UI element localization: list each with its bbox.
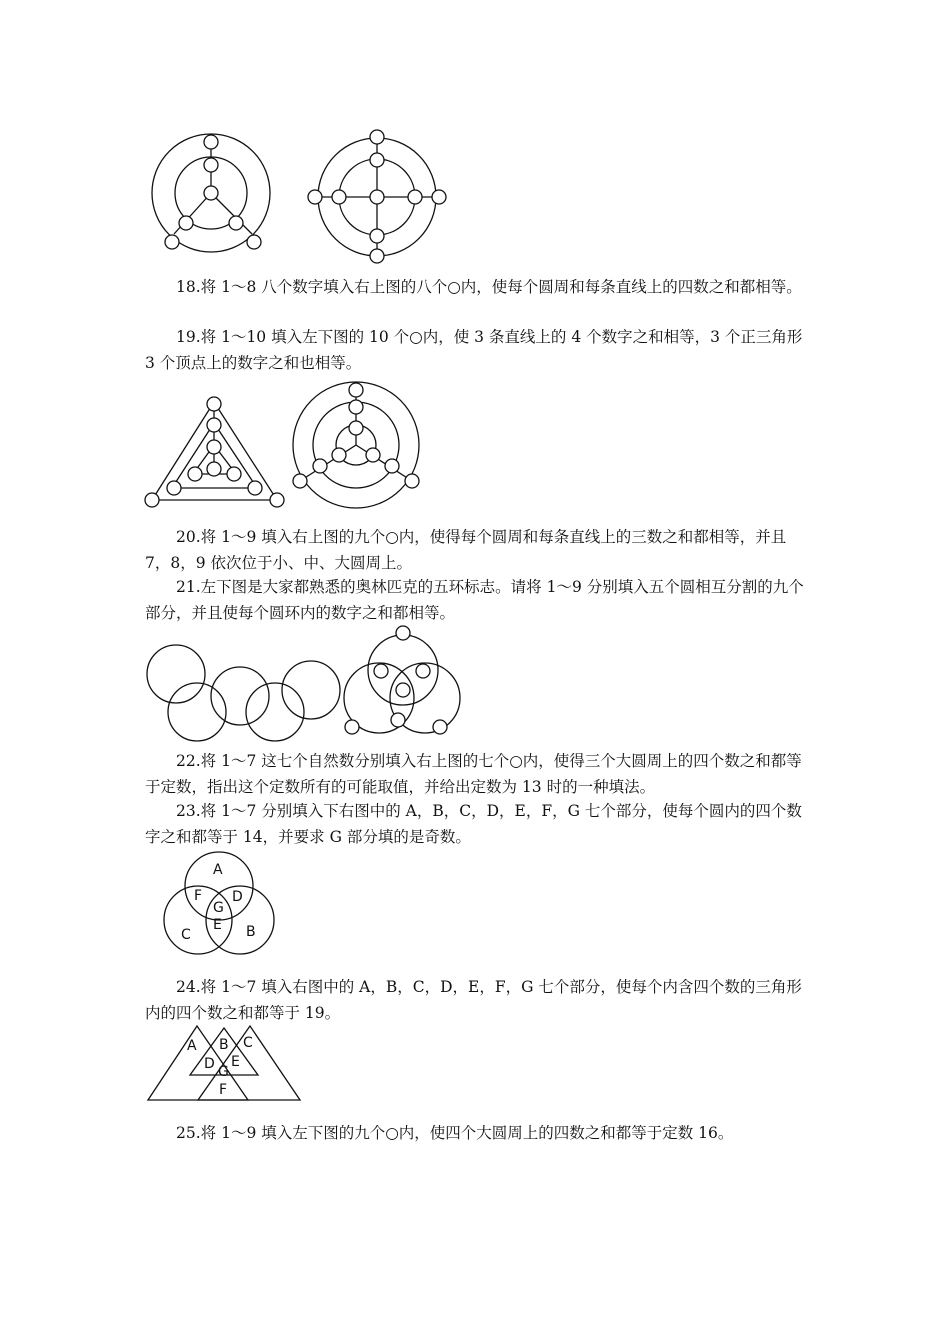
venn-label-a: A [213,862,223,878]
figure-cross-circles [303,126,453,266]
problem-20: 20.将 1～9 填入右上图的九个○内，使得每个圆周和每条直线上的三数之和都相等，并且 7，8，9 依次位于小、中、大圆周上。 [145,528,787,572]
triangle-label-f: F [219,1082,228,1098]
problem-22: 22.将 1～7 这七个自然数分别填入右上图的七个○内，使得三个大圆周上的四个数之和都等于定数，指出这个定数所有的可能取值，并给出定数为 13 时的一种填法。 [145,752,802,796]
figure-three-spoke-circles [145,128,275,258]
problem-23: 23.将 1～7 分别填入下右图中的 A，B，C，D，E，F，G 七个部分，使每个圆内的四个数字之和都等于 14，并要求 G 部分填的是奇数。 [145,802,802,846]
venn-label-e: E [213,917,222,933]
venn-label-d: D [232,889,243,905]
triangle-label-g: G [218,1064,229,1080]
triangle-label-b: B [219,1037,229,1053]
triangle-label-d: D [204,1056,215,1072]
problem-18: 18.将 1～8 八个数字填入右上图的八个○内，使每个圆周和每条直线上的四数之和都相等。 [176,278,802,296]
problem-21: 21.左下图是大家都熟悉的奥林匹克的五环标志。请将 1～9 分别填入五个圆相互分割的九个部分，并且使每个圆环内的数字之和都相等。 [145,578,804,622]
venn-label-c: C [181,927,191,943]
triangle-label-c: C [243,1035,253,1051]
venn-label-b: B [246,924,256,940]
venn-label-f: F [194,888,203,904]
triangle-label-a: A [187,1038,197,1054]
figure-three-circles-spokes [288,378,428,513]
figure-venn-diagram [160,848,280,958]
figure-nested-triangles [143,392,288,512]
figure-three-circles-nodes [340,622,465,742]
venn-label-g: G [213,900,224,916]
figure-overlapping-triangles [143,1022,308,1104]
problem-19: 19.将 1～10 填入左下图的 10 个○内，使 3 条直线上的 4 个数字之和相等，3 个正三角形 3 个顶点上的数字之和也相等。 [145,328,803,372]
problem-25: 25.将 1～9 填入左下图的九个○内，使四个大圆周上的四数之和都等于定数 16。 [176,1124,734,1142]
figure-olympic-rings [143,640,343,750]
triangle-label-e: E [231,1054,240,1070]
problem-24: 24.将 1～7 填入右图中的 A，B，C，D，E，F，G 七个部分，使每个内含四个数的三角形内的四个数之和都等于 19。 [145,978,802,1022]
